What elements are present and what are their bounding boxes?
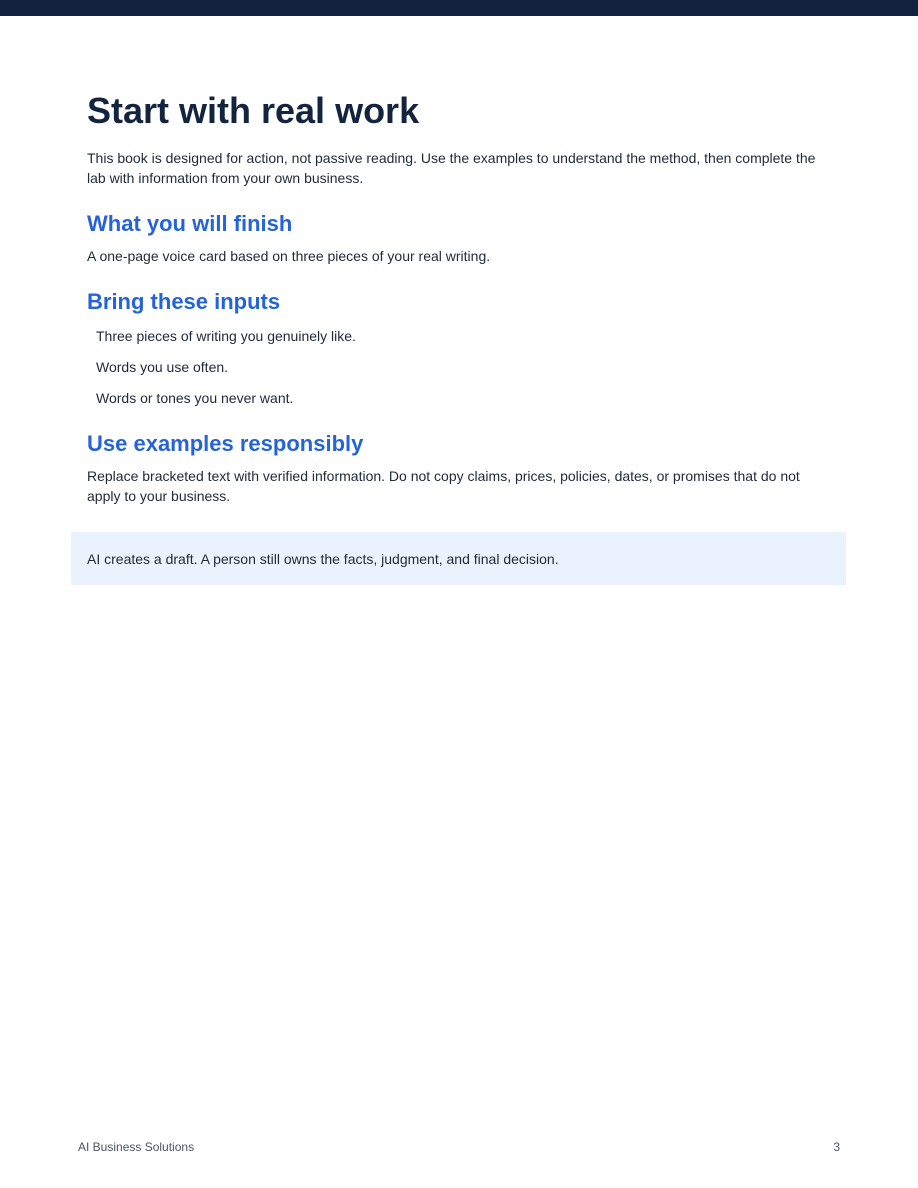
- responsibility-paragraph: Replace bracketed text with verified information. Do not copy claims, prices, policies, dates, or promises that do not apply to your business.: [87, 468, 800, 504]
- page-number: 3: [833, 1140, 840, 1154]
- input-list-item: Words you use often.: [96, 359, 229, 375]
- section-heading-responsibility: Use examples responsibly: [87, 431, 364, 456]
- footer-brand: AI Business Solutions: [78, 1140, 195, 1154]
- page-title: Start with real work: [87, 90, 420, 131]
- section-heading-finish: What you will finish: [87, 211, 293, 236]
- finish-description: A one-page voice card based on three pieces of your real writing.: [87, 248, 491, 264]
- input-list-item: Words or tones you never want.: [96, 390, 294, 406]
- callout-note: AI creates a draft. A person still owns the facts, judgment, and final decision.: [71, 532, 846, 585]
- page-content: [87, 90, 831, 506]
- input-list-item: Three pieces of writing you genuinely like.: [96, 328, 356, 344]
- top-bar: [0, 0, 918, 16]
- input-list: [87, 326, 831, 408]
- section-heading-inputs: Bring these inputs: [87, 289, 281, 314]
- intro-paragraph: This book is designed for action, not passive reading. Use the examples to understand the method, then complete the lab with information from your own business.: [87, 150, 816, 186]
